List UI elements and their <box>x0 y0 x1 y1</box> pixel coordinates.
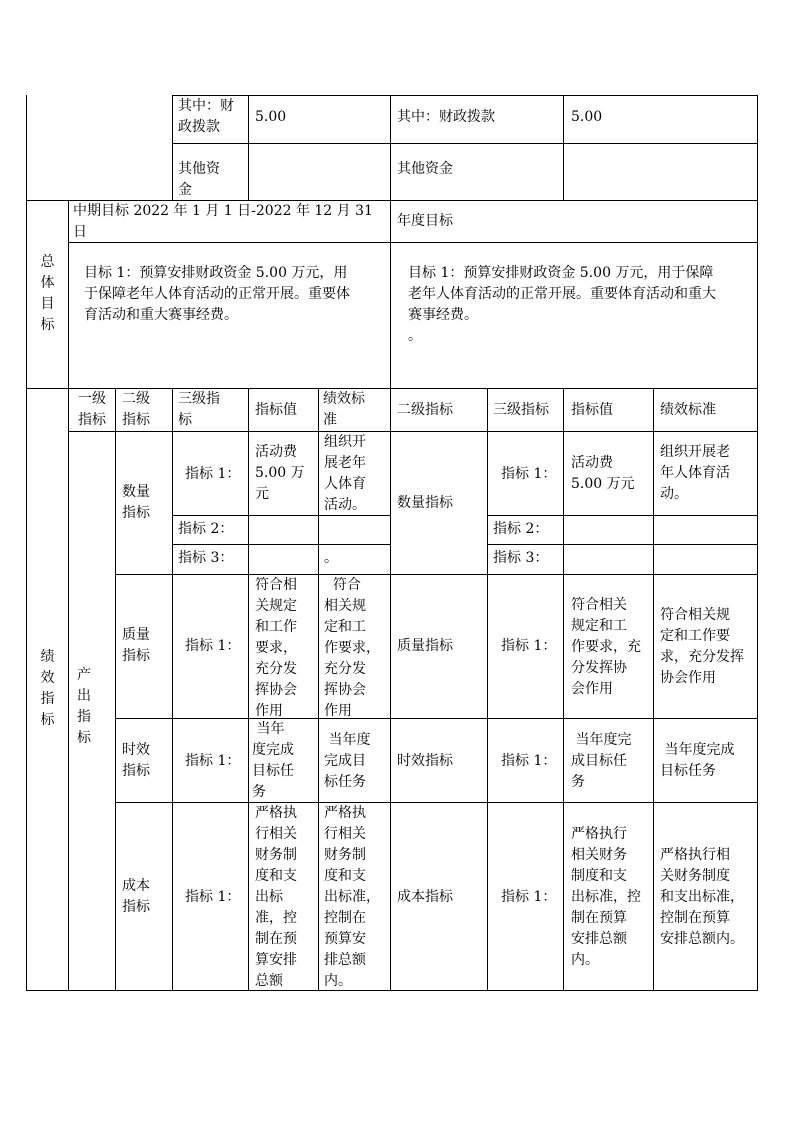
mid-term-goal-header: 中期目标 2022 年 1 月 1 日-2022 年 12 月 31 日 <box>73 203 373 240</box>
header-level1-indicator: 一级 指标 <box>78 391 106 428</box>
cost-ind1-standard: 严格执 行相关 财务制 度和支 出标准， 控制在 预算安 排总额 内。 <box>324 805 380 989</box>
timeliness-indicator-label: 时效 指标 <box>122 742 150 779</box>
header-indicator-value-year: 指标值 <box>571 402 613 418</box>
header-level3-indicator: 三级指 标 <box>178 391 220 428</box>
quantity-ind1-standard: 组织开 展老年 人体育 活动。 <box>324 434 366 513</box>
annual-goal-text: 目标 1：预算安排财政资金 5.00 万元，用于保障 老年人体育活动的正常开展。重要体育活动和重大 赛事经费。 。 <box>408 265 716 344</box>
quantity-ind1-label-year: 指标 1： <box>501 466 557 482</box>
quantity-ind3-standard: 。 <box>324 550 338 566</box>
output-indicator-label: 产 出 指 标 <box>77 667 91 746</box>
cost-indicator-label-year: 成本指标 <box>397 889 453 905</box>
timeliness-ind1-label: 指标 1： <box>185 753 241 769</box>
quantity-ind1-label: 指标 1： <box>185 466 241 482</box>
header-level2-indicator-year: 二级指标 <box>397 402 453 418</box>
header-level2-indicator: 二级 指标 <box>122 391 150 428</box>
overall-goal-side-label: 总 体 目 标 <box>40 254 55 333</box>
of-which-fiscal-value-year: 5.00 <box>571 109 603 125</box>
of-which-fiscal-label-year: 其中：财政拨款 <box>397 109 495 125</box>
quality-ind1-value: 符合相 关规定 和工作 要求， 充分发 挥协会 作用 <box>255 577 297 719</box>
cost-ind1-standard-year: 严格执行相 关财务制度 和支出标准， 控制在预算 安排总额内。 <box>660 847 744 947</box>
other-funds-label-year: 其他资金 <box>397 161 453 177</box>
quantity-ind3-label-year: 指标 3： <box>493 550 549 566</box>
quality-ind1-standard: 符合 相关规 定和工 作要求， 充分发 挥协会 作用 <box>324 577 380 719</box>
cost-ind1-value: 严格执 行相关 财务制 度和支 出标 准，控 制在预 算安排 总额 <box>255 805 297 989</box>
cost-indicator-label: 成本 指标 <box>122 878 150 915</box>
header-performance-standard: 绩效标 准 <box>323 391 365 428</box>
cost-ind1-label-year: 指标 1： <box>501 889 557 905</box>
timeliness-ind1-value-year: 当年度完 成目标任 务 <box>571 732 632 790</box>
quality-ind1-label-year: 指标 1： <box>501 638 557 654</box>
cost-ind1-label: 指标 1： <box>185 889 241 905</box>
other-funds-label: 其他资 金 <box>178 161 220 198</box>
timeliness-ind1-value: 当年 度完成 目标任 务 <box>252 721 294 800</box>
timeliness-ind1-label-year: 指标 1： <box>501 753 557 769</box>
annual-goal-header: 年度目标 <box>397 213 453 229</box>
perf-indicator-side-label: 绩 效 指 标 <box>40 649 55 728</box>
quantity-ind1-value: 活动费 5.00 万 元 <box>255 444 305 502</box>
cost-ind1-value-year: 严格执行 相关财务 制度和支 出标准，控 制在预算 安排总额 内。 <box>571 826 641 968</box>
quantity-ind1-value-year: 活动费 5.00 万元 <box>571 455 635 492</box>
of-which-fiscal-value: 5.00 <box>255 109 287 125</box>
header-indicator-value: 指标值 <box>255 402 297 418</box>
quality-indicator-label-year: 质量指标 <box>397 638 453 654</box>
timeliness-ind1-standard: 当年度 完成目 标任务 <box>324 732 371 790</box>
quantity-ind2-label-year: 指标 2： <box>493 521 549 537</box>
quantity-ind3-label: 指标 3： <box>178 550 234 566</box>
quantity-indicator-label-year: 数量指标 <box>397 495 453 511</box>
header-performance-standard-year: 绩效标准 <box>660 402 716 418</box>
timeliness-indicator-label-year: 时效指标 <box>397 753 453 769</box>
quality-ind1-standard-year: 符合相关规 定和工作要 求，充分发挥 协会作用 <box>660 607 744 686</box>
quality-ind1-value-year: 符合相关 规定和工 作要求，充 分发挥协 会作用 <box>571 597 641 697</box>
header-level3-indicator-year: 三级指标 <box>493 402 549 418</box>
quantity-ind1-standard-year: 组织开展老 年人体育活 动。 <box>660 444 730 502</box>
mid-term-goal-text: 目标 1：预算安排财政资金 5.00 万元，用 于保障老年人体育活动的正常开展。重要体 育活动和重大赛事经费。 <box>84 265 350 323</box>
of-which-fiscal-label: 其中：财 政拨款 <box>178 98 234 135</box>
quantity-indicator-label: 数量 指标 <box>122 484 150 521</box>
quality-indicator-label: 质量 指标 <box>122 627 150 664</box>
quantity-ind2-label: 指标 2： <box>178 521 234 537</box>
quality-ind1-label: 指标 1： <box>185 638 241 654</box>
timeliness-ind1-standard-year: 当年度完成 目标任务 <box>660 742 735 779</box>
